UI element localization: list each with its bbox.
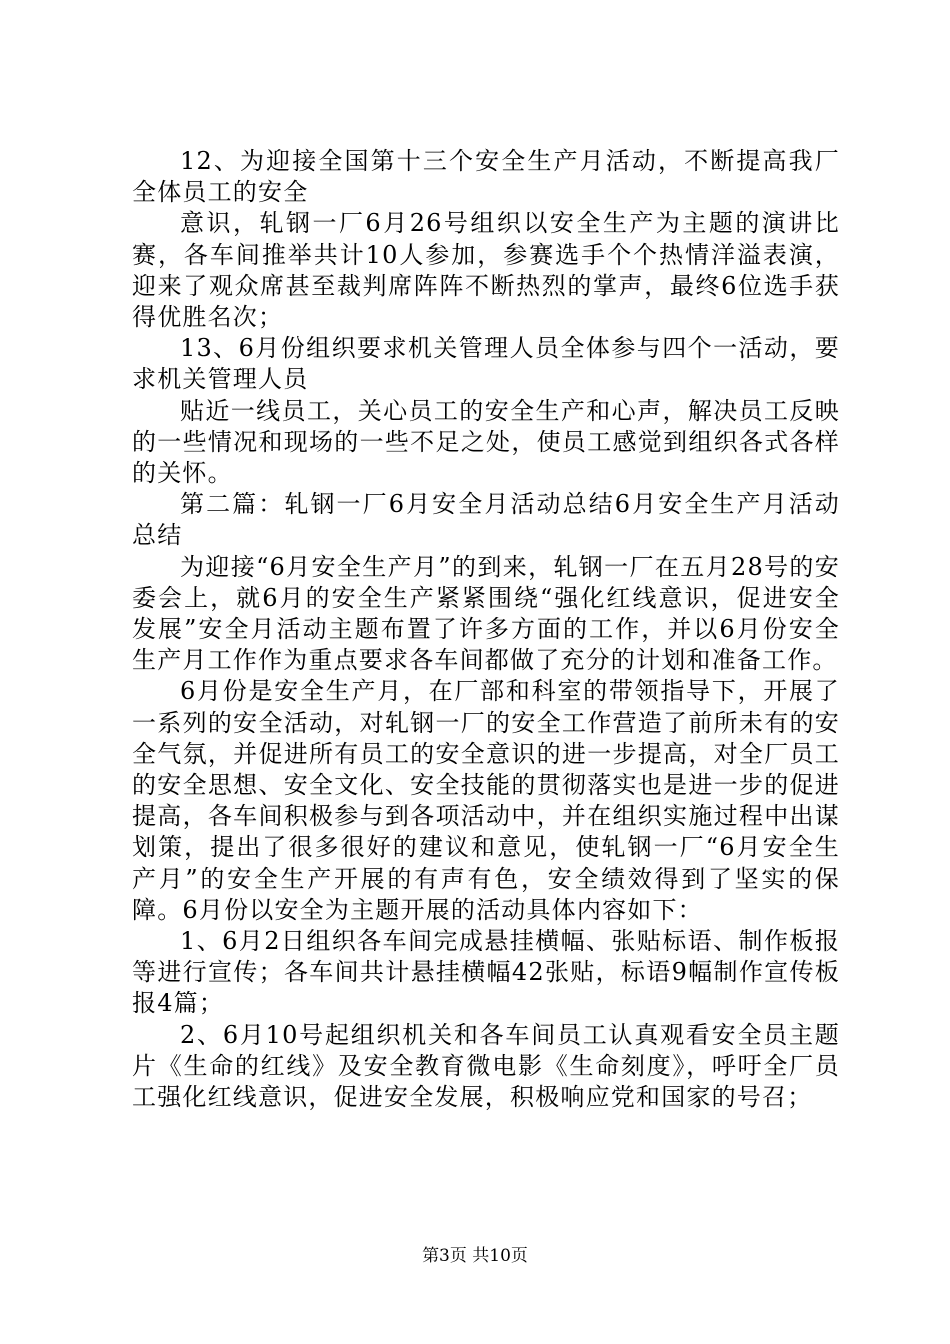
paragraph-item-12: 12、为迎接全国第十三个安全生产月活动，不断提高我厂全体员工的安全 (132, 147, 840, 207)
paragraph-activity-2: 2、6月10号起组织机关和各车间员工认真观看安全员主题片《生命的红线》及安全教育微电影《生命刻度》，呼吁全厂员工强化红线意识，促进安全发展，积极响应党和国家的号召； (132, 1020, 840, 1112)
paragraph-item-12-continued: 意识，轧钢一厂6月26号组织以安全生产为主题的演讲比赛，各车间推举共计10人参加，参赛选手个个热情洋溢表演，迎来了观众席甚至裁判席阵阵不断热烈的掌声，最终6位选手获得优胜名次； (132, 209, 840, 332)
paragraph-intro: 为迎接“6月安全生产月”的到来，轧钢一厂在五月28号的安委会上，就6月的安全生产紧紧围绕“强化红线意识，促进安全发展”安全月活动主题布置了许多方面的工作，并以6月份安全生产月工作作为重点要求各车间都做了充分的计划和准备工作。 (132, 552, 840, 675)
paragraph-activity-1: 1、6月2日组织各车间完成悬挂横幅、张贴标语、制作板报等进行宣传；各车间共计悬挂横幅42张贴，标语9幅制作宣传板报4篇； (132, 927, 840, 1018)
page-number-label: 第3页 共10页 (422, 1246, 528, 1266)
paragraph-item-13-continued: 贴近一线员工，关心员工的安全生产和心声，解决员工反映的一些情况和现场的一些不足之处，使员工感觉到组织各式各样的关怀。 (132, 396, 840, 488)
document-body (132, 146, 840, 1113)
paragraph-overview: 6月份是安全生产月，在厂部和科室的带领指导下，开展了一系列的安全活动，对轧钢一厂的安全工作营造了前所未有的安全气氛，并促进所有员工的安全意识的进一步提高，对全厂员工的安全思想、安全文化、安全技能的贯彻落实也是进一步的促进提高，各车间积极参与到各项活动中，并在组织实施过程中出谋划策，提出了很多很好的建议和意见，使轧钢一厂“6月安全生产月”的安全生产开展的有声有色，安全绩效得到了坚实的保障。6月份以安全为主题开展的活动具体内容如下： (132, 677, 840, 924)
paragraph-item-13: 13、6月份组织要求机关管理人员全体参与四个一活动，要求机关管理人员 (132, 334, 840, 394)
section-heading-part-two: 第二篇：轧钢一厂6月安全月活动总结6月安全生产月活动总结 (132, 490, 840, 550)
page-footer (0, 1245, 950, 1267)
